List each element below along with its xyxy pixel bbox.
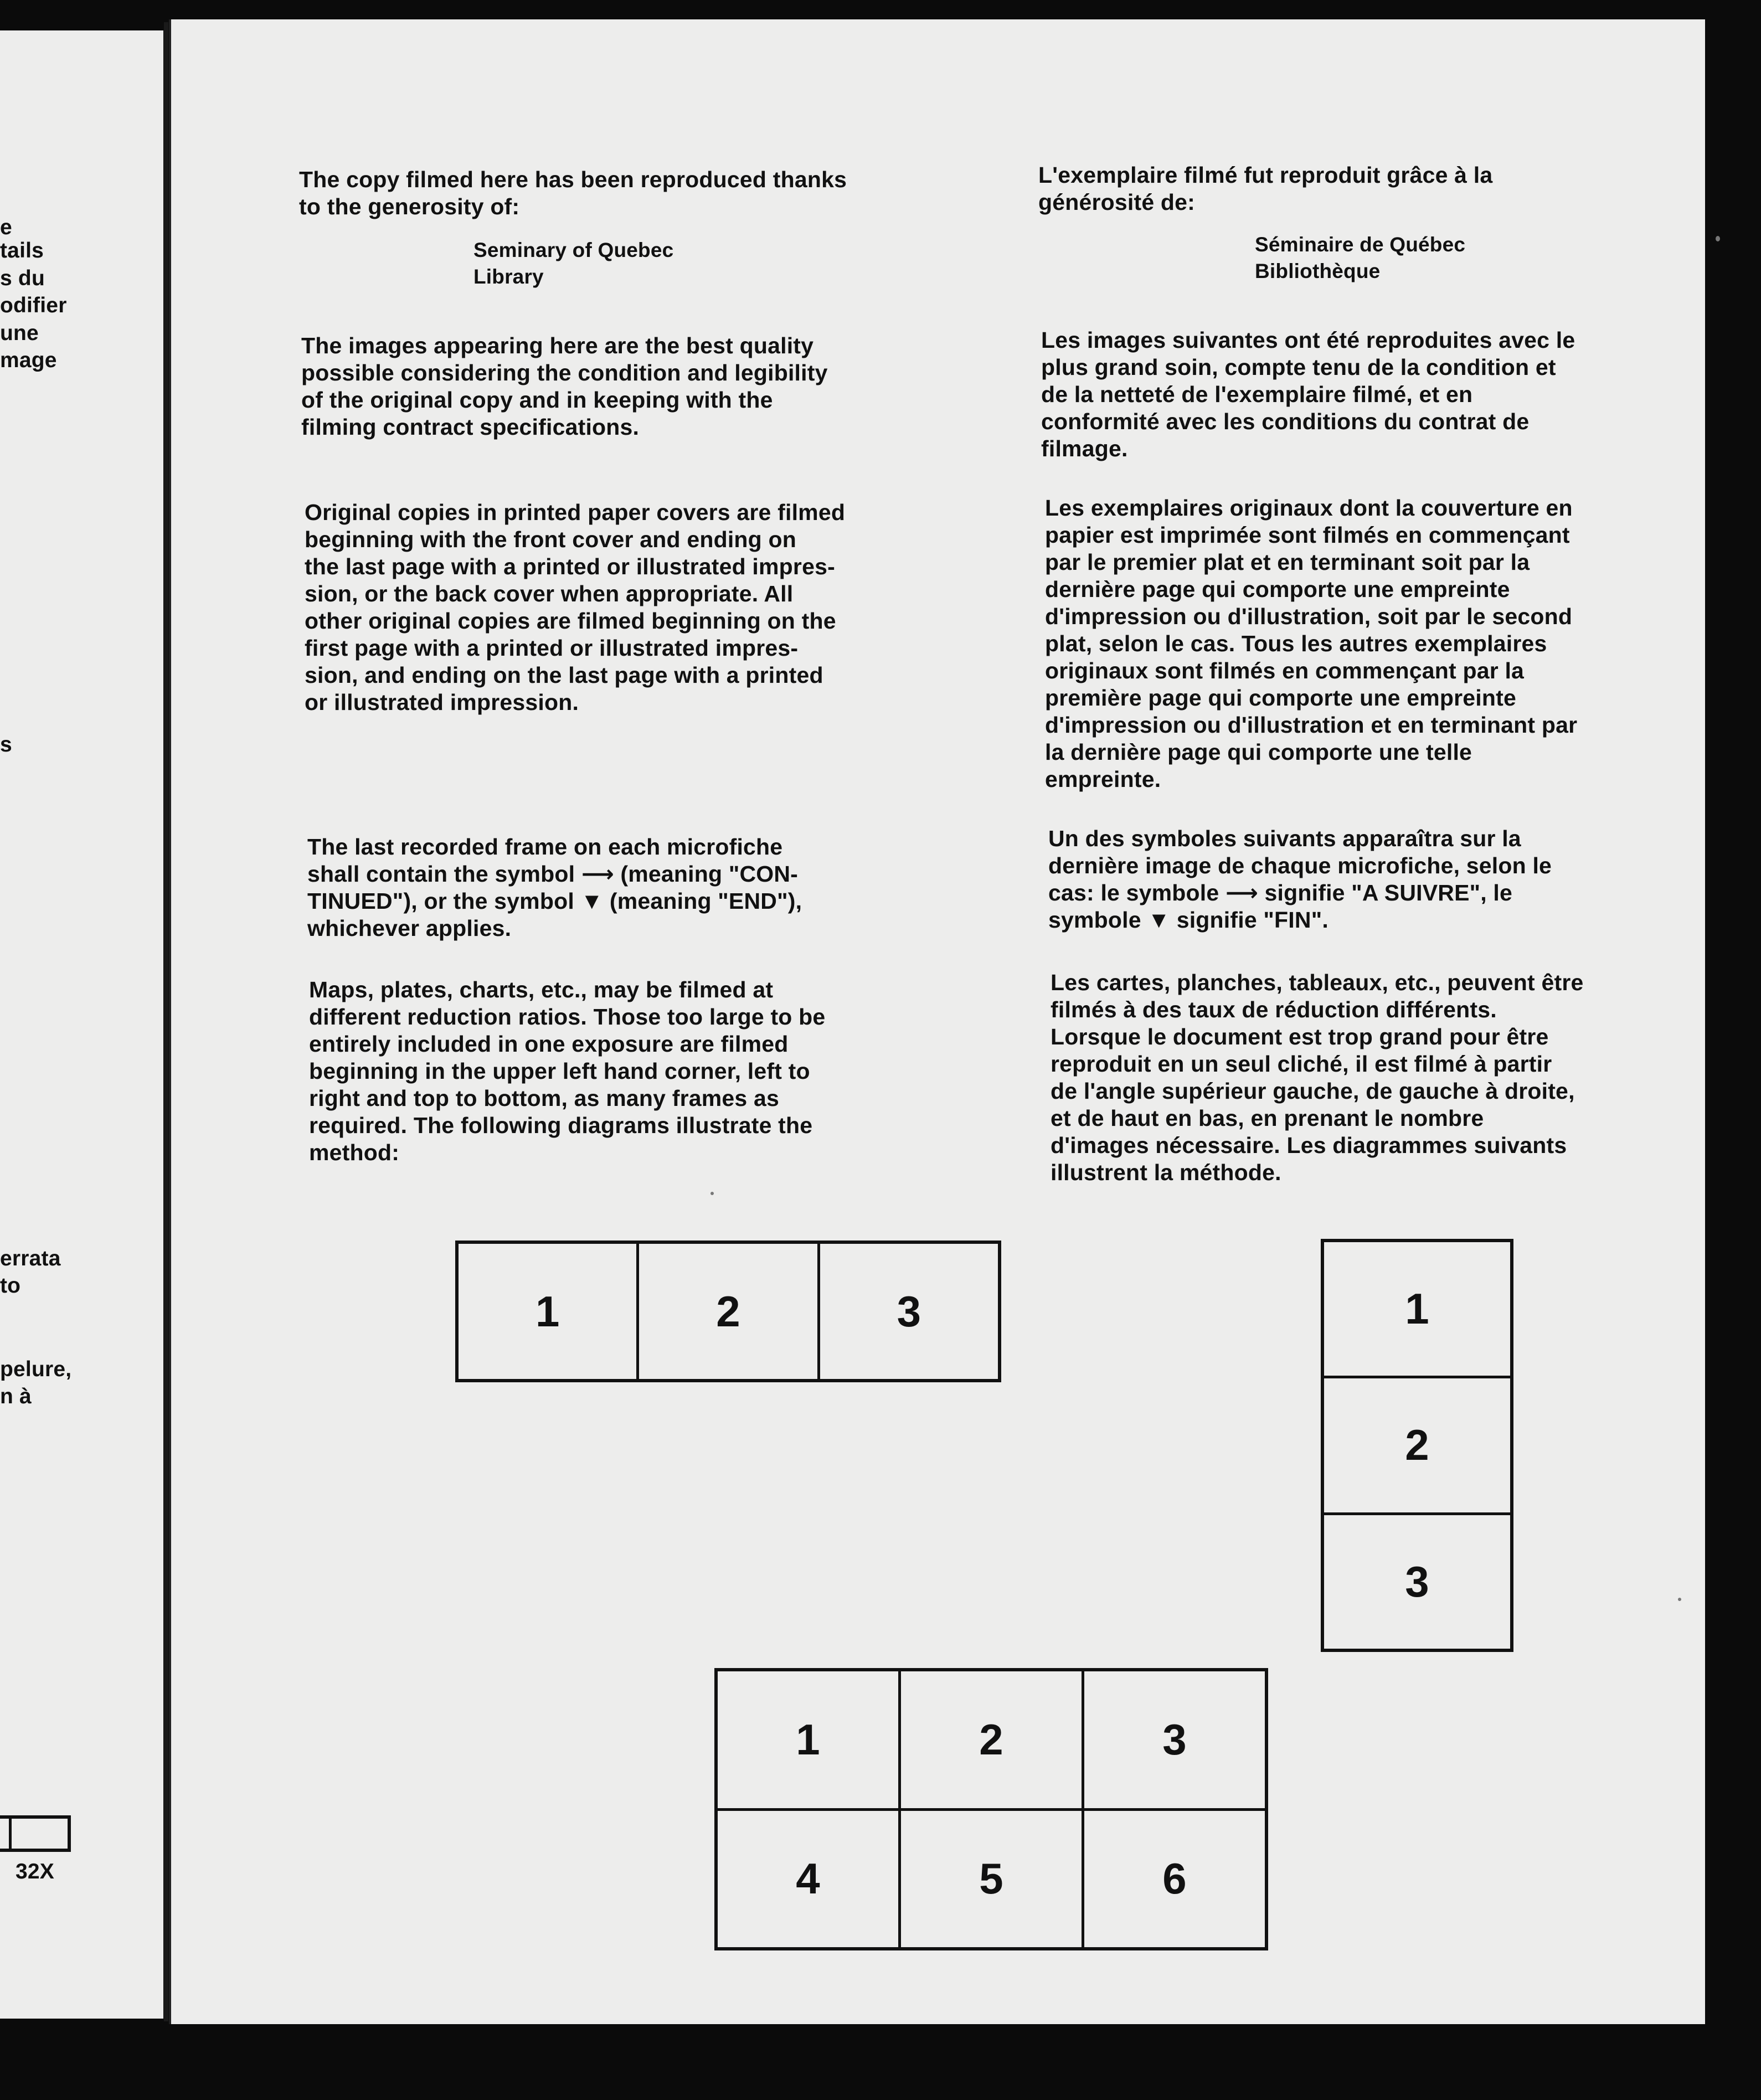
- frame-cell: 4: [796, 1854, 820, 1903]
- left-fragment: s du: [0, 266, 45, 290]
- left-fragment: tails: [0, 239, 44, 262]
- left-fragment: mage: [0, 348, 57, 372]
- left-fragment: e: [0, 215, 12, 239]
- french-symbols-paragraph: Un des symboles suivants apparaîtra sur la dernière image de chaque microfiche, selon le cas: le symbole ⟶ signifie "A SUIVRE", le symbole ▼ signifie "FIN".: [1048, 826, 1552, 933]
- frame-cell: 2: [898, 1671, 1082, 1808]
- left-fragment: une: [0, 321, 39, 345]
- english-symbols-paragraph: The last recorded frame on each microfiche shall contain the symbol ⟶ (meaning "CON- TINUED"), or the symbol ▼ (meaning "END"), whichever applies.: [307, 834, 802, 941]
- scan-speck: [1716, 236, 1720, 241]
- french-maps-paragraph: Les cartes, planches, tableaux, etc., peuvent être filmés à des taux de réduction différents. Lorsque le document est trop grand pour être reproduit en un seul cliché, il est filmé à partir de l'angle supérieur gauche, de gauche à droite, et de haut en bas, en prenant le nombre d'images nécessaire. Les diagrammes suivants illustrent la méthode.: [1051, 970, 1584, 1185]
- frame-cell: 5: [898, 1811, 1082, 1948]
- diagram-vertical: [1321, 1239, 1513, 1652]
- french-institution: Séminaire de Québec Bibliothèque: [1255, 233, 1466, 282]
- scan-speck: [1678, 1598, 1681, 1601]
- gauge-label: 32X: [16, 1860, 54, 1883]
- frame-cell: 1: [535, 1286, 560, 1336]
- diagram-horizontal: [455, 1241, 1001, 1382]
- frame-cell: 6: [1082, 1811, 1265, 1948]
- english-institution: Seminary of Quebec Library: [473, 239, 674, 288]
- left-fragment: n à: [0, 1384, 32, 1408]
- scan-speck: [710, 1192, 714, 1195]
- left-fragment: s: [0, 733, 12, 756]
- frame-cell: 2: [636, 1244, 817, 1379]
- grid-row: [718, 1808, 1265, 1948]
- page-gutter: [164, 22, 168, 2021]
- english-maps-paragraph: Maps, plates, charts, etc., may be filmed at different reduction ratios. Those too large to be entirely included in one exposure are filmed beginning in the upper left hand corner, left to right and top to bottom, as many frames as required. The following diagrams illustrate the method:: [309, 977, 826, 1165]
- french-quality-paragraph: Les images suivantes ont été reproduites avec le plus grand soin, compte tenu de la condition et de la netteté de l'exemplaire filmé, et en conformité avec les conditions du contrat de filmage.: [1041, 327, 1575, 461]
- left-fragment: to: [0, 1274, 21, 1298]
- french-covers-paragraph: Les exemplaires originaux dont la couverture en papier est imprimée sont filmés en commençant par le premier plat et en terminant soit par la dernière page qui comporte une empreinte d'impression ou d'illustration, soit par le second plat, selon le cas. Tous les autres exemplaires originaux sont filmés en commençant par la première page qui comporte une empreinte d'impression ou d'illustration et en terminant par la dernière page qui comporte une telle empreinte.: [1045, 495, 1578, 792]
- frame-cell: 2: [1324, 1376, 1510, 1512]
- resolution-gauge: [0, 1815, 71, 1852]
- grid-row: [718, 1671, 1265, 1808]
- frame-cell: 1: [1405, 1284, 1429, 1334]
- english-quality-paragraph: The images appearing here are the best quality possible considering the condition and legibility of the original copy and in keeping with the filming contract specifications.: [301, 333, 828, 440]
- frame-cell: 1: [796, 1715, 820, 1764]
- french-intro: L'exemplaire filmé fut reproduit grâce à la générosité de:: [1038, 162, 1493, 215]
- left-fragment: odifier: [0, 294, 67, 317]
- diagram-grid: [714, 1668, 1268, 1950]
- left-fragment: pelure,: [0, 1357, 72, 1381]
- frame-cell: 3: [817, 1244, 998, 1379]
- english-intro: The copy filmed here has been reproduced thanks to the generosity of:: [299, 167, 847, 219]
- english-covers-paragraph: Original copies in printed paper covers are filmed beginning with the front cover and ending on the last page with a printed or illustrated impres- sion, or the back cover when appropriate. All other original copies are filmed beginning on the first page with a printed or illustrated impres- sion, and ending on the last page with a printed or illustrated impression.: [305, 500, 846, 715]
- frame-cell: 3: [1082, 1671, 1265, 1808]
- frame-cell: 3: [1324, 1512, 1510, 1649]
- left-fragment: errata: [0, 1247, 61, 1270]
